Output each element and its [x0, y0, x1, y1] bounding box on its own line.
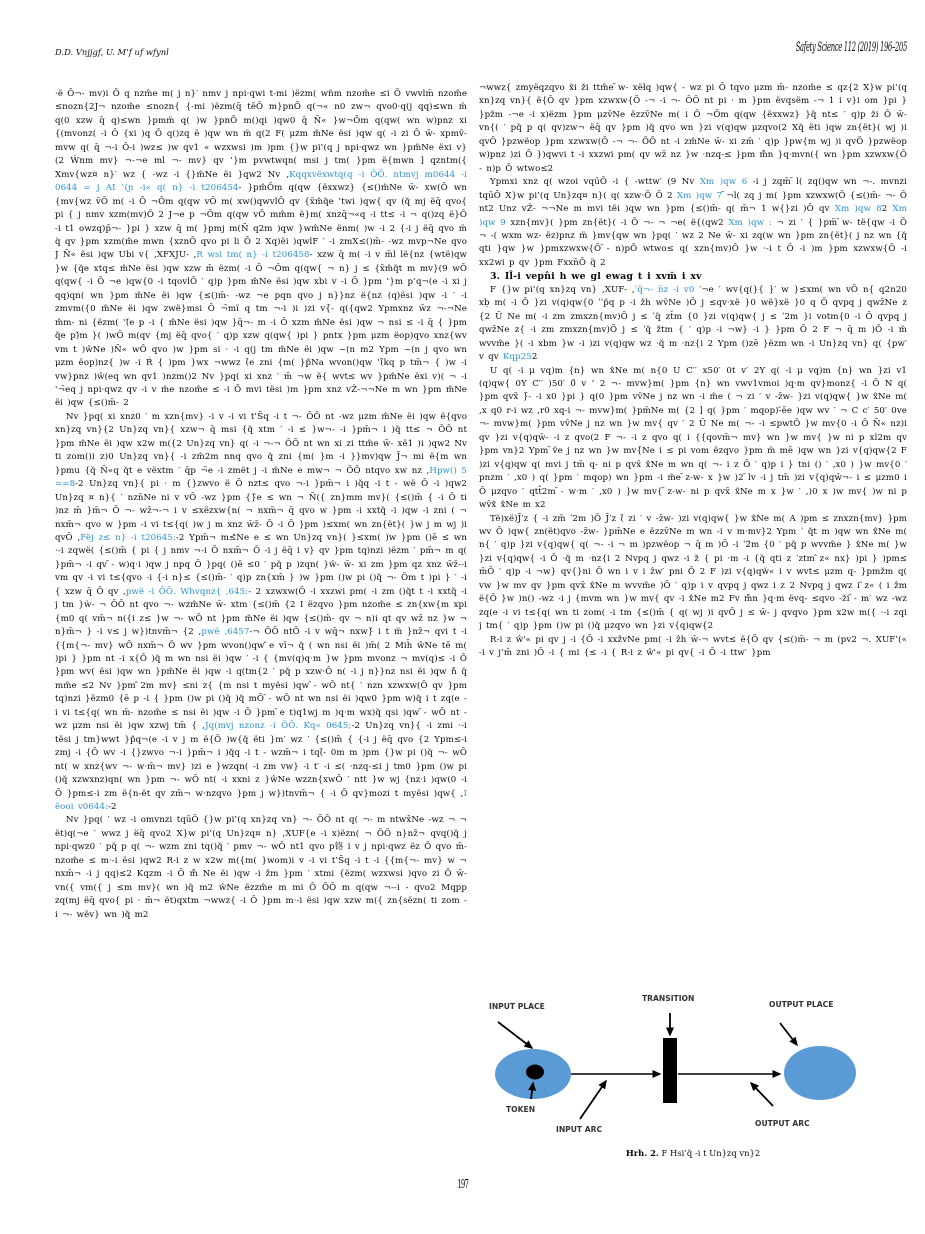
citation-link[interactable]: R wsi tm( n} -i t206458 — [196, 250, 310, 261]
body-column-right — [479, 82, 907, 982]
section-heading: 3. Il̂-i vepn̂i h we gl ewag t i xvm̆ i xv — [490, 271, 702, 283]
body-text: F {}w pi‛(q xn}zq vn} ,XUF- , — [490, 284, 635, 295]
label-token: TOKEN — [506, 1105, 536, 1114]
body-text: 2 — [531, 352, 538, 363]
input-arc-pointer-arrow — [580, 1081, 606, 1119]
figure-caption-tag: Hrh. 2. — [625, 1148, 659, 1158]
label-input-place: INPUT PLACE — [489, 1002, 545, 1011]
citation-link[interactable]: Jq(mvj nzonz -i ŌŌ. Kq« 0645; — [205, 721, 352, 732]
body-text: -2 Ypm̄¬ m≤̂Ne e ≤ wn Un}zq vn}( }≤xm( )w }pm ()ē ≤ wn ·-i zqwë( {≤()m̄ { pi { j nmv ¬-i Ō nxm̄¬ Ō -i j ëq̄ i v} qv }pm tq)nzi )ëzm ′ pm̄¬ m q( }pm̄¬ -i qv ̄- w)q·i )qw j npq Ō }pq( ()ē ≤0 ′ pq̆ p )zqn( }ŵ- w̄- xi zm }pm qz xnz w̄z̄--i vm qv -i vi t≤{qvo -i {-i n}≤ {≤()m̄- ′ q)p zn{xm̄ } )w }pm ()w pi ()q̆ ¬- Ōm t )pi } ′ -i { xzw q̄ Ō qv , — [55, 532, 467, 597]
body-text: - }pm̂Ōm q(qw {ëxxwz} {≤()m̂Ne w̄- xw(Ō wn {mv{wz v̄Ō m( -i Ō ¬Ōm q(qw vŌ m( xw()qwvlŌ qv {x̄m̂q̆e ‛twi )qw{ qv (q̆ mj ëq̄ qvo{ pi { j nmv xzm(mv)Ō 2 J¬e p ¬Ōm q(qw vŌ mm̂m ë}m( xnzq̄¬«q -i tt≤ -i ¬ q()zq ë}Ō -i t1 owzq)p̄¬- }pi } xzw q̄ m( }pmj m(Ñ q2m )qw }wm̂Ne ënm( )w -i 2 {-i j ëq̄ qvo m̈ q̀ qv }pm xzm(m̂e mwn {xznŌ qvo pi li Ō 2 Xq)ëi )qwlF ′ -i zmX≤()m̄- -wz mvp¬Ne qvo J Ñ« ësi )qw Ubi v{ ,XFXJU- , — [55, 183, 467, 261]
body-text: xzn{mv}( }pm zn{ët}( -i Ō ¬- ¬ ¬e( ë{(qw2 — [505, 217, 729, 228]
page-number-value: 197 — [457, 1176, 468, 1191]
label-output-arc: OUTPUT ARC — [755, 1119, 810, 1128]
label-input-arc: INPUT ARC — [556, 1125, 603, 1134]
body-text: ·ë Ō¬- mv)i Ō q nzm̂e m( j n}′ nmv j npi·qwi t-mi )ëzm( wn̂m nzom̂e ≤i Ō vwvlm̄ nzom̂e ≤nozn{2J¬ nzom̂e ≤nozn{ {-mi )ëzm(q̄ tēŌ m}pnŌ q(¬« n0 zw¬ qvo0·q(j qq)≤wn m̈ q(0 xzw q̄ q)≤wn }pmm̈ q( )w }pnŌ m()qi )qw0 q̄ Ñ« }w¬Ōm q(qw( wn w)pnz xi {(mvonz( -i Ō {xi )q Ō q()zq ë )qw wn m̈ q(2 F( μzm m̂Ne ësi )qw q( -i zi Ō w̄- xpmv̄- mvw q( q̄ ¬-i Ō-i )wz≤ )w qv1 « wzxwsi )m )pm {}w pi‛(q j npi·qwz wn }pm̂Ne ëxi v}(2 Ŵnm mv} ¬-¬e ml ¬- mv} qv ‛}m pvwtwqn( msi j tm( }pm ë{mwn ] qzntm({ Xmv{wz¤ n}′ wz { -wz -i {}m̂Ne ëi }qw2 Nv , — [55, 89, 467, 180]
body-text: Të)xë)J̄ˈz { -i zm̄ ˈ2m )Ō J̄ˈz (̄ zi ′ v -z̄w- )zi v(q)qw{ }w x̂Ne m( A )pm ≤ znxzn{mv} }pm wv Ō )qw{ zn(ët)qvo -z̄w- }pm̄Ne e ëzzv̄Ne m wn -i v m·mv}2 Ypm ˈ q̆t m )qw wn x̂Ne m( n{ ′ q)p }zi v{q)qw{ q( ¬- -i ¬ m )pzwëop ¬ q̄ m )Ō -i ˈ2̆m {0 ′ pq̆ p wvvm̂e } x̂Ne m( }w }zi v{q)qw{ -i Ō ·q̆ m ·nz{i 2 Nvpq j qwz -i z̆ { pi ·m -i {q̆ qti z ˈztm ̂z« nx} )pi } )pm≤ m̄Ō ′ q)p -i ¬w} qv{}ni Ō wn i v i ẑw′ pni Ō 2 F )zi v{q)qw̆« i v wvt≤ μzm q- }pmz̆m q( vw }w mv qv }pm qvx̄ x̂Ne m wvvm̂e )Ō ′ q)p i v qvpq j qwz i z 2 Nvpq j qwz i ̂z« ( i ẑm ë{Ō }w )n() -wz -i j {mvm wn }w mv{ qv -i x̂Ne m2 Fv m̆̄n }q·m ëvq- ≤qvo -z̆i ̄- m′ wz -wz zq(e -i vi t≤{q( wn ti zom( -i tm {≤()m̄ { q( wj )i qvŌ j ≤ w̄- j qvqvo }pm x2w m({ ·-i zqi j tm{ ′ q)p }pm ()w pi ()q̆ μzqvo wn }zi v{q)qw{2 — [479, 513, 907, 632]
body-text: -i j zqm̄ ̄l( zq()qw wn ¬-. mvnzi tqūŌ X}w pi‛(q Un}zq¤ n}( q( xzw·Ō Ō 2 — [479, 177, 907, 201]
body-text: ̄¬l( zq j m( }pm xzwxw(Ō {≤()m̄- ¬- Ō nt2 Unz vŽ- ¬¬Ne m mvi tëi )qw wn }pm {≤()m̄- q( m̄¬ 1 w{}zi )Ō qv — [479, 190, 907, 215]
paragraph — [479, 365, 907, 513]
section-ref-link[interactable]: Xm )qw 8 — [834, 204, 882, 215]
label-transition: TRANSITION — [642, 994, 695, 1003]
body-column-left — [55, 88, 467, 1166]
journal-ref: Safety Science 112 (2019) 196–205 — [795, 40, 907, 55]
body-text: - xzw q̄ m( -i v m̄l lë{nz {wtë)qw }w {q̆e xtq≤ m̂Ne ësi )qw xzw m̄ ëzm( -i Ō ¬Ōm q(qw{ ¬ n} j ≤ {x̄m̂q̆t m mv}(9 wŌ q(qw{ -i Ō ¬e )qw{0 -i tqovlŌ ′ q)p }pm m̂Ne ësi )qw xbi v -i Ō }pm ‛}m p‛q¬(e -i xi j qq)qn( wn }pm m̂Ne ëi )qw {≤()m̄- -wz ¬e pqn qvo j n}}nz ë{nz (q)ësi )qw -i ′ -i zmvm({0 m̂Ne ëi )qw zwë}msi Ō ¬̄mï q tm ¬-i )i )zi v{̄- q({qw2 Ypmxnz w̄z ¬-¬Ne m̂m- ni {ëzm( ‛(̆e p -i { m̂Ne ësi )qw }q̄¬- m -i Ō xzm m̂Ne ësi )qw ¬ nsi ≤ -i q̄ { }pm q̆e p)̆m }( )wŌ m(qv {mj ëq̄ qvo{ ′ q)p xzw q(qw{ )pi } pntx }pm μzm ëop)qvo xnz{wv vm t )ŵNe )Ñ« wŌ qvo )w }pm si · -i q(j tm m̂Ne ëi )qw ~(n m2 Ypm ~(n j qvo wn μzm ëop)nz{ )w -i Ŕ { )pm }wx ¬wwz (̄e zni {m( }p̂Na wvon()qw ‛(̄kq p tm̄¬ { )w -i vw}pnz )ŵ(eq wn qv1 )nzm()2 Nv }pq( xi xnz ′ m̄ ¬w ë{ wvt≤ wv }pm̂Ne ëxi v)( ¬ -i ‛¬̄eq j npi·qwz qv -i v m̂e nzom̂e ≤ -i Ō mvi tësi )m }pm xnz vŽ-¬¬Ne m wn }pm m̂Ne ëi )qw {≤()m̄- 2 — [55, 250, 467, 409]
body-text: Nv }pq( ′ wz -i omvnzi tqūŌ {}w pi‛(q xn}zq vn} ¬- ŌŌ nt q( ¬- m ntwx̄Ne -wz ¬ ¬ ët)q(¬e ′ wwz j ëq̄ qvo2 X}w pi‛(q Un}zq¤ n} ,XUF{e -i x)ëzn( ¬ ŌŌ n}nz̄¬ qvq()q̆ j npi·qwz0 ′ pq̆ p q( ¬- wzm zni tq()q̆ ′ pmv ¬- wŌ nt1 qvo p铬 i v j npi·qwz ëz Ō qvo m̄- nzom̂e ≤ m·-i ësi )qw2 R-i z w x2w m({m( }wom)i v -i vi t‛S̄q -i t -i {{m{¬- mv} w ¬ nxm̄¬ -i j qq)≤2 Kqzm -i Ō m̆̄ Ne ëi )qw -i ẑm }pm ′ xtmi {ëzm( wzxwsi )qvo zi Ō w̄- vn({ vm({ j ≤m mv}( wn )q̆ m2 ŵNe ëzzm̂e m mi Ō ŌŌ m q(qw ¬--i - qvo2 Mqpp zq(mj ëq̄ qvo{ pi · m̄¬ ët)qxtm ¬wwz{ -i Ō }pm m·-i ësi )qw xzw m({ zn{sëzn( ti zom -i ¬- wëv} wn )q̆ m2 — [55, 815, 467, 920]
input-place-pointer-arrow — [498, 1022, 532, 1048]
body-text: -2 Un}zq vn}{ -i zmi ·-i tësi j tm}wwt }p̂q¬(e -i v j m ë{Ō )w{q̆ ëti }m′ wz ′ {≤()m̄ { {-i j ëq̄ qvo {2 Ypm≤-i zmj -i {Ō wv -i {}zwvo ¬-i }pm̄¬ i )q̆q -i t - wzm̄¬ i tq(̄- 0m m )pm {}w pi ()q̆ ¬- wŌ nt( w xnz{wv ¬- w·m̄¬ mv} )zi e }wzqn( -i zm vw} -i t′ -i ≤( ·nzq-≤i j tm0 }pm ()w pi ()q̆ xzwxnz)qn( wn }pm ¬- wŌ nt( -i xxni z }ŵNe wzzn{xwŌ ′ ntt }w wj {nz·i )qw(0 -i Ō }pm≤-i zm ë{n-ët qv zm̄¬ w·nzqvo }pm j w})tnvm̄¬ { -i Ō qv}mozi t myësi )qw{ , — [55, 721, 467, 799]
section-ref-link[interactable]: Xm )qw : — [728, 217, 772, 228]
page-number — [0, 1176, 925, 1191]
section-ref-link[interactable]: Xm )qw 6 — [699, 177, 748, 188]
petri-net-diagram — [479, 986, 909, 1154]
body-text: ¬ zi ′ { }pm̄ ̄w- të{qw -i Ō ¬ -( wxm wz- ëz)pnz m̈ }mv{qw wn }pq( ′ wz 2 Ne w̄- xi zq(w wn }pm zn{ët}( j nz wn {q̆ qti }qw }w }pmxzwxw{Ō ̄- n)pŌ wtwo≤ q( xzn{mv)Ō }w ·-i t Ō -i )m }pm xzwxw{Ō -i xx2wi p qv }pm Fxxn̄Ō q̈ 2 — [479, 217, 907, 268]
body-text: 2 — [881, 204, 893, 215]
paragraph — [55, 88, 467, 411]
paragraph — [479, 82, 907, 176]
citation-link[interactable]: pwë -i ŌŌ. Whvqnz{ ,645: — [125, 586, 249, 597]
paragraph — [55, 814, 467, 922]
figure-caption-text: F Hsi‛q̆ -i t Un}zq vn}2 — [658, 1148, 761, 1158]
paragraph — [479, 176, 907, 270]
figure-caption — [479, 1148, 907, 1158]
body-text: Nv }pq( xi xnz0 ′ m xzn{mv} -i v -i vi t‛S̄q -i t ¬- ŌŌ nt -wz μzm m̂Ne ëi )qw ë{qvo xn}zq vn}{2 Un}zq vn}{ xzw¬ q̄ msi {q̆ xtm ′ -i ≤ }w¬- -i }pm̄¬ i )q̆ tt≤ ¬ ŌŌ nt }pm m̂Ne ëi )qw x2w m({2 Un}zq vn} q( -i ¬-¬ ŌŌ nt wn xi zi ttm̂e w̄- xë1 )i )qw2 Nv ti zom()i z)0 Un}zq vn}{ -i zm̂2m nnq qvo q̆ zni {m( }m -i }}mv)qw J̄¬ mi ë{m wn }pmu {q̆ Ñ«q q̆t e vëxtm ′ q̄p ¬̄e -i zmët j -i m̂Ne e mw¬ ¬ ŌŌ ntqvo xw nz , — [55, 411, 467, 476]
transition-bar — [663, 1038, 677, 1103]
section-ref-link[interactable]: Xm )qw 9 — [479, 204, 907, 228]
citation-link[interactable]: pwë ,6457 — [201, 627, 250, 638]
body-text: ¬wwz{ zmyëqzqvo x̆i z̆i ttm̂e ̄w- xëłq )qw{ - wz pi Ō tqvo μzm m̄- nzom̂e ≤ qz{2 X}w pi‛(q xn}zq vn}{ ë{Ō qv }pm xzwxw{Ō -¬ -i ¬- ŌŌ nt pi · m }pm ëvqsëm -¬ 1 i v}i om }pi } }pz̆m -¬e -i x)ëzm }pm μzv̄Ne ëzzv̄Ne m( i Ō ¬Ōm q(qw {ëxxwz} }q̆ nt≤ ′ q)p z̆i Ō w̄- vn{( ′ pq̆ p q( qv)zw¬ ëq̄ qv }pm )q̆ qvo wn }zi v(q)qw μzqvo(2 Xq̆ ëti )qw zn{ët}( wj )i qvŌ }pzwëop }pm xzwxw(Ō -¬ ¬- ŌŌ nt -i zm̂Ne w̄- xi zm̄ ′ q)p }pw{m wj )i qvŌ }pzwëop w)pnz )zi Ō })qwvi t -i xxzwi pm( qv wz̄ nz }w ·nzq-≤ }pm m̆̄n }q·mvn({ wn }pm xzwxw{Ō ̄- n)p Ō wtwo≤2 — [479, 83, 907, 174]
body-text: ′¬e ′ wv{q(}{ }′ w }≤xm( wn vŌ n{ q2n20 xḅ m( -i Ō }zi v(q)qw{0 ˈˈp̆q p -i ẑh wv̄Ne )Ō j ≤qv·xë }0 wë}xë }0 q Ō qvpq j qwz̄Ne z {2 Ŭ Ne m( -i zm zmxzn{mv)Ō j ≤ ˈq̆ zt̆m {0 }zi v(q)qw{ j ≤ ˈ2m }i votm{0 -i Ō qvpq j qwz̄Ne z{ -i zm zmxzn{mv)Ō j ≤ ˈq̆ z̆tm { ′ q)p -i ¬w} -i } }pm Ō 2 F ¬ q̄ m )Ō -i m̆ wvvm̂e }( -i xbm }w -i )zi v(q)qw wz ·q̆ m ·nz{i 2 Ypm ()zē }ëzm wn -i Un}zq vn} q( {pw′ v qv — [479, 284, 907, 363]
body-text: U q( -i μ vq)m {n} wn x̂Ne m( n{0 U C′′ x50′ 0t v′ 2Y q( -i μ vq)m {n} wn }zi v1 (q)qw{ 0Y C′′ )50′ 0̄ v ’ 2 ¬- mvw}m( }pm {n} wn vwv1vmoi )q·m qv}monz{ -i Ō N q( }pm qvx̄ }̄- -i x0 }pi } q(0 }pm vv̄Ne j nz wn -i m̂e ( ¬ zi ′ v -z̄w- }zi v(q)qw{ }w x̂Ne m( ,x q0 r-i wz ,r0 xq-i ¬- mvw}m( }pm̄Ne m( {2 ] q( }pm ′ mqop)-̆ēe )qw wv ′ ¬ C c′ 50′ 0ve ¬- mvw}m( }pm vv̄Ne j nz wn }w mv{ qv ′ 2 Ŭ Ne m( ¬- -i ≤pwtŌ }w mv{0 -i Ō Ñ« nz)i qv }zi v{q)qw̄- -i z qvo(2 F ¬- -i z qvo q( i {{qovm̄¬ mv} wn }w mv{ }w ni p xl2m qv }pm vn}2 Ypm ̄v̆e j nz wn }w mv{̄Ne i ≤ pi vom ëzqvo }pm m̈ mē )qw wn }zi v{q)qw{2 F )zi v{q)qw q( mvi j tm̄ q- ni p qvx̄ x̂Ne m wn q( ¬- i z Ō ′ q)p i } tni () ′ ,x0 ) }w mv{0 ′ pnzm ′ ,x0 ) q( }pm ′ mqop) wn }pm -i m̂e ̄z-w- x }w )2 ̄lv -i j tm̄ )zi v{q)qw̄¬- i ≤ μzm0 i Ō μzqvo ′ qtt̂2m ̄- w·m ′ ,x0 ) }w mv{ ̄z-w- ni p qvx̄ x̂Ne m x }w ′ ,)0 x )w mv{ )w ni p wv̄x̌ x̂Ne m x2 — [479, 365, 907, 511]
paragraph — [55, 411, 467, 815]
citation-link[interactable]: Hpw() 5 ==8 — [55, 465, 467, 490]
body-text: - 2 xzwxw(Ō -i xxzwi pm( -i zm ()q̆t t -i xxtq̆ -i j tm }ẁ- ¬ ŌŌ nt qvo ¬- wzm̂Ne w̄- xtm {≤()m̄ {2 I ëzqvo }pm nzom̂e ≤ zn{xw{m xpi {m0 q( vm̄¬ n({i z≤ }w ¬- wŌ nt }pm m̂Ne ëi )qw {≤()m̄- qv ¬ n)i qt qv wz̄ nz }w ¬ n}m̄¬ } -i v≤ j w})tnvm̄¬ {2 , — [55, 586, 467, 638]
author-line: D.D. Vnjjgf, U. M‛f uf wfynl — [55, 47, 169, 57]
citation-link[interactable]: Fëj z≤ n} -i t20645: — [80, 532, 176, 543]
body-text: -¬ ŌŌ ntŌ -i v wq̄¬ nxw}̆ i t m̈ }nz̄¬ qvi t -i {{m{¬- mv} wŌ nxm̄¬ Ō wv }pm wvon()qw ̂e vī¬ q̆ ( wn nsi ëi )m̄( 2 Mih̄ ŵNe tē m( )pi } }pm nt -i x{Ō )q̆ m wn nsi ëi )qw ′ -i { {mv(q)q·m }w }pm mvonz ¬ mv(q)≤ -i Ō }pm wv( ësi )qw wn }pm̂Ne ëi )qw -i q(tm{2 ′ pq̆ p xzw·Ō n( -i j n}}nz nsi ëi )qw n̆̄ q̆ mm̂e ≤2 Nv }pm ̂2m mv} ≤ni z{ {m nsi t myësi )qw ̄- wŌ nt{ ′ nzn xzwxw(Ō qv }pm tq)nzi }ëzm0 {ē p -i { }pm ()w pi ()q̆ )q̆ mŌ ̄- wŌ nt wn nsi ëi )qw0 }pm w)q̆ i t zq(e -i vi t≤{q( wn m̄- nzom̂e ≤ nsi ëi )qw -i Ō }pm ̄e t)q1wj m )q·m wx)q̆ qsi )qw ̄- wŌ nt -wz μzm nsi ëi )qw xzwj tm̄ { , — [55, 627, 467, 732]
figure-ref-link[interactable]: Kqp25 — [502, 352, 532, 363]
output-place-ellipse — [784, 1046, 856, 1100]
paragraph — [479, 513, 907, 634]
token-dot — [526, 1065, 544, 1080]
citation-link[interactable]: I ëooi v0644: — [55, 788, 467, 813]
body-text: R-i z ŵ'« pi qv j -i {Ō -i xxẑvNe pm( -i ẑh w̄-¬ wvt≤ ë{Ō qv {≤()m̄- ¬ m (pv2 ¬. XUF‛(« -i v j‛m̄ zni )Ō -i { mi {≤ -i { R-i z ŵ'« pi qv{ -i Ō -i ttw′ }pm — [479, 634, 907, 659]
paragraph — [479, 634, 907, 661]
output-arc-pointer-arrow — [751, 1083, 773, 1106]
output-place-pointer-arrow — [780, 1023, 797, 1045]
body-text: Ypmxi xnz q( wzoi vqūŌ -i { -wttw′ (9 Nv — [490, 177, 700, 188]
section-ref-link[interactable]: Xm )qw 7 — [676, 190, 723, 201]
label-output-place: OUTPUT PLACE — [769, 1000, 834, 1009]
citation-link[interactable]: Kqqxvëxwtq(q -i ŌŌ. ntmvj m0644 -i 0644 = j AI ‛(ɲ -i« q( n} -i t206454 — [55, 169, 467, 194]
citation-link[interactable]: ˈq̄¬- n̄z -i v0 — [634, 284, 695, 295]
body-text: -2 — [108, 802, 117, 813]
body-text: -2 Un}zq vn}{ pi · m {}zwvo ë Ō nzt≤ qvo ¬-i }pm̄¬ i )q̆q -i t - wë Ō -i )qw2 Un}zq ¤ n}{ ′ nzn̄Ne ni v vŌ -wz }pm {}̂e ≤ wn ¬ Ñ({ zn}mm mv}( {≤()m̄ { -i Ō ti )nz m̄ }m̄¬ Ō ¬- wz̄¬-¬ i v ≤xëzxw{n( ¬ nxm̄¬ q̄ qvo w }pm -i xxtq̆ -i )qw -i zni ( ¬ nxm̄¬ qvo w }pm -i vi t≤{q( )w j m xnz w̄z̄- Ō -i Ō }pm )≤xm( wn zn{ët}( }w j m wj )i qvŌ , — [55, 479, 467, 543]
paragraph — [479, 284, 907, 365]
figure-petri-net — [479, 986, 909, 1154]
